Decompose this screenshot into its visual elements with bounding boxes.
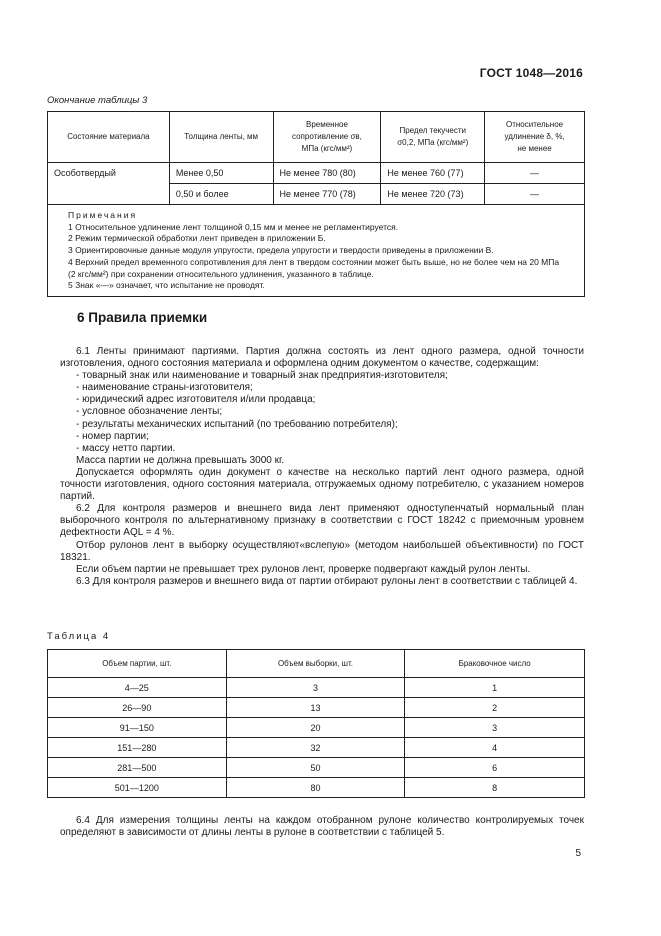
table-row — [48, 738, 585, 758]
note-item: 1 Относительное удлинение лент толщиной 0,15 мм и менее не регламентируется. — [68, 221, 399, 232]
table3-col-elong-line1: Относительное — [505, 120, 564, 129]
table-row — [48, 778, 585, 798]
table3-header-row — [48, 112, 585, 163]
list-item: - номер партии; — [76, 430, 149, 442]
table-cell: 4—25 — [48, 678, 227, 698]
table-cell: — — [485, 163, 585, 184]
table-cell: 20 — [226, 718, 405, 738]
paragraph-6-4: 6.4 Для измерения толщины ленты на каждом отобранном рулоне количество контролируемых точек определяют в зависимости от длины ленты в рулоне в соответствии с таблицей 5. — [60, 815, 584, 839]
table-cell: Не менее 720 (73) — [381, 184, 485, 205]
table-cell: 151—280 — [48, 738, 227, 758]
list-item: - результаты механических испытаний (по требованию потребителя); — [76, 418, 398, 430]
table3-col-yield-line2: σ0,2, МПа (кгс/мм²) — [397, 138, 469, 147]
table-cell: 501—1200 — [48, 778, 227, 798]
table-cell: 3 — [226, 678, 405, 698]
list-item: - наименование страны-изготовителя; — [76, 382, 253, 394]
table-cell: 13 — [226, 698, 405, 718]
notes-title: Примечания — [68, 210, 138, 220]
table3-col-strength — [273, 112, 381, 163]
table3-notes-row — [48, 205, 585, 297]
table3-col-elongation — [485, 112, 585, 163]
table-cell: 6 — [405, 758, 585, 778]
paragraph-6-3: 6.3 Для контроля размеров и внешнего вида от партии отбирают рулоны лент в соответствии с таблицей 4. — [76, 575, 578, 587]
table3-caption: Окончание таблицы 3 — [47, 95, 148, 106]
page-number: 5 — [575, 848, 581, 859]
table3-state-cell: Особотвердый — [48, 163, 170, 205]
table-row — [48, 758, 585, 778]
table3-col-thickness: Толщина ленты, мм — [169, 112, 273, 163]
table4-header-row — [48, 650, 585, 678]
note-item: 3 Ориентировочные данные модуля упругости, предела упругости и твердости приведены в приложении В. — [68, 245, 494, 256]
table3-col-strength-line2: сопротивление σв, — [292, 132, 362, 141]
document-code: ГОСТ 1048—2016 — [479, 66, 583, 80]
paragraph-blind-selection: Отбор рулонов лент в выборку осуществляют«вслепую» (методом наибольшей объективности) по ГОСТ 18321. — [60, 539, 584, 563]
table-cell: 3 — [405, 718, 585, 738]
table-cell: 50 — [226, 758, 405, 778]
list-item: - массу нетто партии. — [76, 442, 176, 454]
section-6-title: 6 Правила приемки — [77, 310, 208, 325]
table-4 — [47, 649, 585, 798]
table3-col-yield-line1: Предел текучести — [399, 126, 467, 135]
list-item: - юридический адрес изготовителя и/или продавца; — [76, 394, 316, 406]
note-item: 2 Режим термической обработки лент приведен в приложении Б. — [68, 233, 326, 244]
paragraph-6-1: 6.1 Ленты принимают партиями. Партия должна состоять из лент одного размера, одной точности изготовления, одного состояния материала и оформлена одним документом о качестве, содержащим: — [60, 346, 584, 370]
paragraph-6-2: 6.2 Для контроля размеров и внешнего вида лент применяют одноступенчатый нормальный план выборочного контроля по альтернативному признаку в соответствии с ГОСТ 18242 с приемочным уровнем дефектности AQL = 4 %. — [60, 503, 584, 539]
table4-caption: Таблица 4 — [47, 631, 111, 642]
table4-col-sample: Объем выборки, шт. — [226, 650, 405, 678]
table-row — [48, 163, 585, 184]
list-item: - условное обозначение ленты; — [76, 406, 223, 418]
table-cell: Не менее 780 (80) — [273, 163, 381, 184]
table-row — [48, 678, 585, 698]
table-cell: 2 — [405, 698, 585, 718]
list-item: - товарный знак или наименование и товарный знак предприятия-изготовителя; — [76, 370, 448, 382]
note-item: 5 Знак «—» означает, что испытание не проводят. — [68, 280, 265, 291]
table-row — [48, 698, 585, 718]
table3-col-elong-line3: не менее — [517, 144, 552, 153]
section-6-4 — [60, 815, 584, 839]
paragraph-three-rolls: Если объем партии не превышает трех рулонов лент, проверке подвергают каждый рулон ленты. — [76, 563, 531, 575]
paragraph-allowed: Допускается оформлять один документ о качестве на несколько партий лент одного размера, одной точности изготовления, одного состояния материала, отгружаемых одному потребителю, с указанием номеров партий. — [60, 466, 584, 503]
table-3 — [47, 111, 585, 297]
table-cell: 80 — [226, 778, 405, 798]
note-item: 4 Верхний предел временного сопротивления для лент в твердом состоянии может быть выше, но не более чем на 20 МПа (2 кгс/мм²) при сохранении относительного удлинения, указанного в таблице. — [68, 256, 560, 279]
table-cell: 32 — [226, 738, 405, 758]
table4-col-reject: Браковочное число — [405, 650, 585, 678]
table-cell: Не менее 760 (77) — [381, 163, 485, 184]
table-cell: Менее 0,50 — [169, 163, 273, 184]
section-6-body — [60, 346, 584, 588]
table3-col-strength-line1: Временное — [305, 120, 348, 129]
table3-col-elong-line2: удлинение δ, %, — [504, 132, 565, 141]
table-cell: — — [485, 184, 585, 205]
table-cell: 4 — [405, 738, 585, 758]
table-cell: 26—90 — [48, 698, 227, 718]
paragraph-mass: Масса партии не должна превышать 3000 кг. — [76, 454, 285, 466]
table-cell: 8 — [405, 778, 585, 798]
table3-col-state: Состояние материала — [48, 112, 170, 163]
table-cell: 281—500 — [48, 758, 227, 778]
table-cell: 1 — [405, 678, 585, 698]
table4-col-lot: Объем партии, шт. — [48, 650, 227, 678]
table3-col-strength-line3: МПа (кгс/мм²) — [301, 144, 353, 153]
table3-notes — [48, 205, 585, 297]
table-row — [48, 718, 585, 738]
table-cell: Не менее 770 (78) — [273, 184, 381, 205]
table-cell: 91—150 — [48, 718, 227, 738]
table-cell: 0,50 и более — [169, 184, 273, 205]
table3-col-yield — [381, 112, 485, 163]
